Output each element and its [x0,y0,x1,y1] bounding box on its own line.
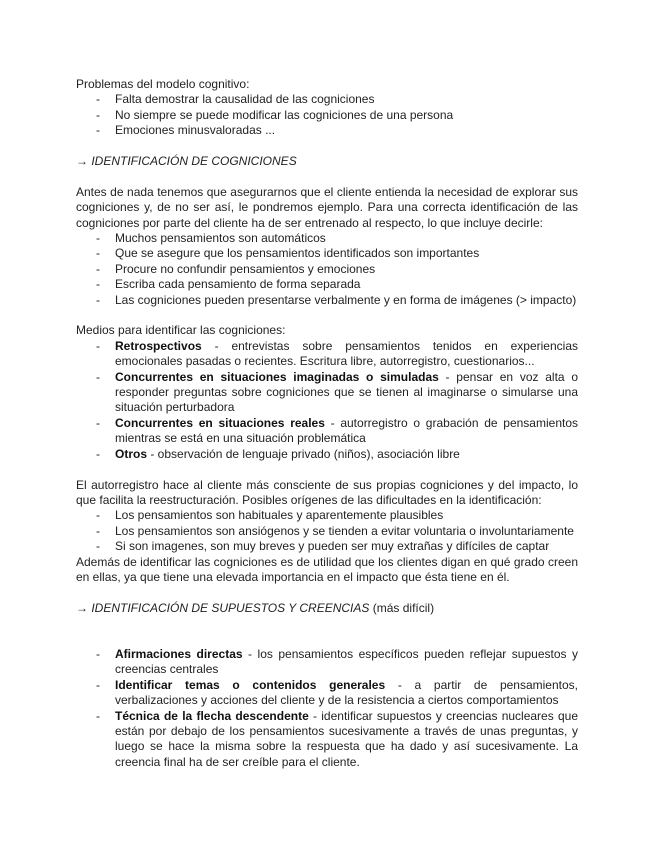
document-page [76,77,578,770]
section-heading: → IDENTIFICACIÓN DE SUPUESTOS Y CREENCIAS (más difícil) [76,600,435,615]
bullet-dash: - [96,539,100,554]
list-item: - Los pensamientos son ansiógenos y se tienden a evitar voluntaria o involuntariamente [96,523,574,538]
bullet-dash: - [96,677,100,692]
bullet-dash: - [96,523,100,538]
bullet-dash: - [96,415,100,430]
difficulties-list [76,508,578,554]
means-intro: Medios para identificar las cogniciones: [76,323,286,338]
bullet-dash: - [96,277,100,292]
list-item: - Si son imagenes, son muy breves y pueden ser muy extrañas y difíciles de captar [96,539,550,554]
bullet-dash: - [96,231,100,246]
list-item: - Procure no confundir pensamientos y emociones [96,261,376,276]
beliefs-list [76,647,578,770]
list-item: - Emociones minusvaloradas ... [96,123,276,138]
problems-intro: Problemas del modelo cognitivo: [76,77,250,91]
bullet-dash: - [96,261,100,276]
tips-list [76,231,578,308]
list-item: - No siempre se puede modificar las cogniciones de una persona [96,107,454,122]
list-item: - Técnica de la flecha descendente - identificar supuestos y creencias nucleares que están por debajo de los pensamientos sucesivamente a través de unas preguntas, y luego se hace la misma sobre la respuesta que ha dado y así sucesivamente. La creencia final ha de ser creíble para el cliente. [96,708,579,769]
bullet-dash: - [96,646,100,661]
list-item: - Otros - observación de lenguaje privado (niños), asociación libre [96,446,460,461]
list-item: - Falta demostrar la causalidad de las cogniciones [96,92,375,107]
paragraph: Además de identificar las cogniciones es de utilidad que los clientes digan en qué grado creen en ellas, ya que tiene una elevada importancia en el impacto que ésta tiene en él. [76,554,578,584]
bullet-dash: - [96,338,100,353]
list-item: - Las cogniciones pueden presentarse verbalmente y en forma de imágenes (> impacto) [96,292,577,307]
list-item: - Escriba cada pensamiento de forma separada [96,277,361,292]
bullet-dash: - [96,246,100,261]
bullet-dash: - [96,292,100,307]
means-list [76,339,578,462]
bullet-dash: - [96,508,100,523]
list-item: - Afirmaciones directas - los pensamientos específicos pueden reflejar supuestos y creencias centrales [96,646,578,677]
list-item: - Identificar temas o contenidos generales - a partir de pensamientos, verbalizaciones y acciones del cliente y de la resistencia a ciertos comportamientos [96,677,579,708]
bullet-dash: - [96,92,100,107]
list-item: - Muchos pensamientos son automáticos [96,231,326,246]
arrow-icon: → [76,600,88,615]
list-item: - Retrospectivos - entrevistas sobre pensamientos tenidos en experiencias emocionales pasadas o recientes. Escritura libre, autorregistro, cuestionarios... [96,338,578,369]
list-item: - Concurrentes en situaciones reales - autorregistro o grabación de pensamientos mientras se está en una situación problemática [96,415,579,446]
paragraph: Antes de nada tenemos que asegurarnos que el cliente entienda la necesidad de explorar sus cogniciones y, de no ser así, le pondremos ejemplo. Para una correcta identificación de las cogniciones por parte del cliente ha de ser entrenado al respecto, lo que incluye decirle: [76,184,578,230]
problems-list [76,92,578,138]
list-item: - Concurrentes en situaciones imaginadas o simuladas - pensar en voz alta o responder preguntas sobre cogniciones que se tienen al imaginarse o simularse una situación perturbadora [96,369,579,415]
list-item: - Los pensamientos son habituales y aparentemente plausibles [96,508,444,523]
bullet-dash: - [96,123,100,138]
bullet-dash: - [96,369,100,384]
bullet-dash: - [96,107,100,122]
list-item: - Que se asegure que los pensamientos identificados son importantes [96,246,480,261]
arrow-icon: → [76,154,88,169]
paragraph: El autorregistro hace al cliente más consciente de sus propias cogniciones y del impacto, lo que facilita la reestructuración. Posibles orígenes de las dificultades en la identificación: [76,477,578,507]
bullet-dash: - [96,708,100,723]
bullet-dash: - [96,446,100,461]
section-heading: → IDENTIFICACIÓN DE COGNICIONES [76,154,297,169]
